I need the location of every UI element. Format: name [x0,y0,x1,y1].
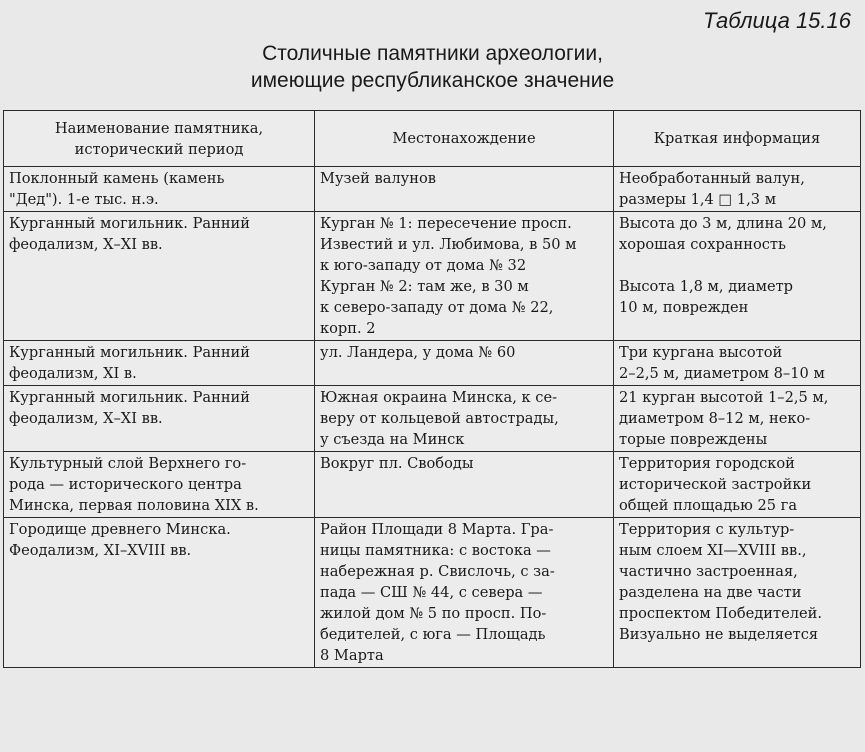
cell-monument-name [4,167,315,212]
info-line: 2–2,5 м, диаметром 8–10 м [619,365,825,382]
info-line: Территория с культур- [619,521,795,538]
info-block [619,213,856,255]
name-line: Поклонный камень (камень [9,170,225,187]
info-block [619,276,856,318]
location-block [320,213,609,276]
info-line: Территория городской [619,455,795,472]
location-line: корп. 2 [320,320,376,337]
location-block [320,453,609,474]
location-line: пада — СШ № 44, с севера — [320,584,543,601]
title-line-2: имеющие республиканское значение [250,69,615,92]
cell-info [614,341,861,386]
info-block [619,453,856,516]
table-row [4,452,861,518]
info-block [619,519,856,645]
location-line: ницы памятника: с востока — [320,542,551,559]
table-number: Таблица 15.16 [703,8,851,33]
info-line: исторической застройки [619,476,812,493]
location-block [320,168,609,189]
info-line: хорошая сохранность [619,236,786,253]
cell-monument-name [4,452,315,518]
table-title [0,40,865,94]
info-line: частично застроенная, [619,563,798,580]
info-line: общей площадью 25 га [619,497,798,514]
location-line: Южная окраина Минска, к се- [320,389,558,406]
info-line: Визуально не выделяется [619,626,819,643]
title-line-1: Столичные памятники археологии, [262,42,603,65]
name-line: Курганный могильник. Ранний [9,389,251,406]
cell-monument-name [4,518,315,668]
info-line: ным слоем XI—XVIII вв., [619,542,807,559]
cell-location [315,452,614,518]
location-line: Курган № 2: там же, в 30 м [320,278,529,295]
location-line: к северо-западу от дома № 22, [320,299,554,316]
cell-monument-name [4,386,315,452]
cell-monument-name [4,341,315,386]
cell-info [614,386,861,452]
header-info: Краткая информация [614,111,861,167]
location-line: ул. Ландера, у дома № 60 [320,344,516,361]
location-line: жилой дом № 5 по просп. По- [320,605,547,622]
location-line: 8 Марта [320,647,384,664]
cell-info [614,452,861,518]
table-row [4,386,861,452]
name-line: Городище древнего Минска. [9,521,231,538]
location-line: к юго-западу от дома № 32 [320,257,527,274]
name-line: феодализм, XI в. [9,365,137,382]
info-line: 21 курган высотой 1–2,5 м, [619,389,829,406]
name-line: рода — исторического центра [9,476,242,493]
table-row [4,518,861,668]
table-header-row [4,111,861,167]
cell-info [614,518,861,668]
location-line: набережная р. Свислочь, с за- [320,563,555,580]
location-line: Курган № 1: пересечение просп. [320,215,572,232]
info-line: Высота до 3 м, длина 20 м, [619,215,827,232]
cell-monument-name [4,212,315,341]
table-row [4,212,861,341]
info-line: Высота 1,8 м, диаметр [619,278,794,295]
name-line: феодализм, X–XI вв. [9,410,163,427]
location-line: Музей валунов [320,170,436,187]
location-line: Вокруг пл. Свободы [320,455,474,472]
cell-info [614,167,861,212]
info-line: Три кургана высотой [619,344,783,361]
cell-location [315,167,614,212]
location-block [320,387,609,450]
table-row [4,341,861,386]
cell-location [315,518,614,668]
info-block [619,342,856,384]
cell-location [315,386,614,452]
cell-info [614,212,861,341]
monuments-table [3,110,861,668]
location-block [320,342,609,363]
location-line: Известий и ул. Любимова, в 50 м [320,236,577,253]
name-line: Минска, первая половина XIX в. [9,497,259,514]
name-line: "Дед"). 1-е тыс. н.э. [9,191,159,208]
info-block [619,387,856,450]
location-line: веру от кольцевой автострады, [320,410,559,427]
info-block [619,168,856,210]
info-line: торые повреждены [619,431,768,448]
location-block [320,519,609,666]
name-line: Курганный могильник. Ранний [9,215,251,232]
header-location: Местонахождение [315,111,614,167]
name-line: Культурный слой Верхнего го- [9,455,247,472]
info-line: проспектом Победителей. [619,605,822,622]
header-name-line-2: исторический период [74,140,244,158]
location-line: Район Площади 8 Марта. Гра- [320,521,554,538]
cell-location [315,341,614,386]
name-line: Курганный могильник. Ранний [9,344,251,361]
info-line: 10 м, поврежден [619,299,749,316]
table-row [4,167,861,212]
name-line: Феодализм, XI–XVIII вв. [9,542,192,559]
name-line: феодализм, X–XI вв. [9,236,163,253]
header-name-line-1: Наименование памятника, [54,119,264,137]
location-line: у съезда на Минск [320,431,465,448]
location-block [320,276,609,339]
cell-location [315,212,614,341]
info-line: размеры 1,4 □ 1,3 м [619,191,777,208]
location-line: бедителей, с юга — Площадь [320,626,546,643]
header-name [4,111,315,167]
info-line: разделена на две части [619,584,802,601]
info-line: Необработанный валун, [619,170,805,187]
info-line: диаметром 8–12 м, неко- [619,410,811,427]
